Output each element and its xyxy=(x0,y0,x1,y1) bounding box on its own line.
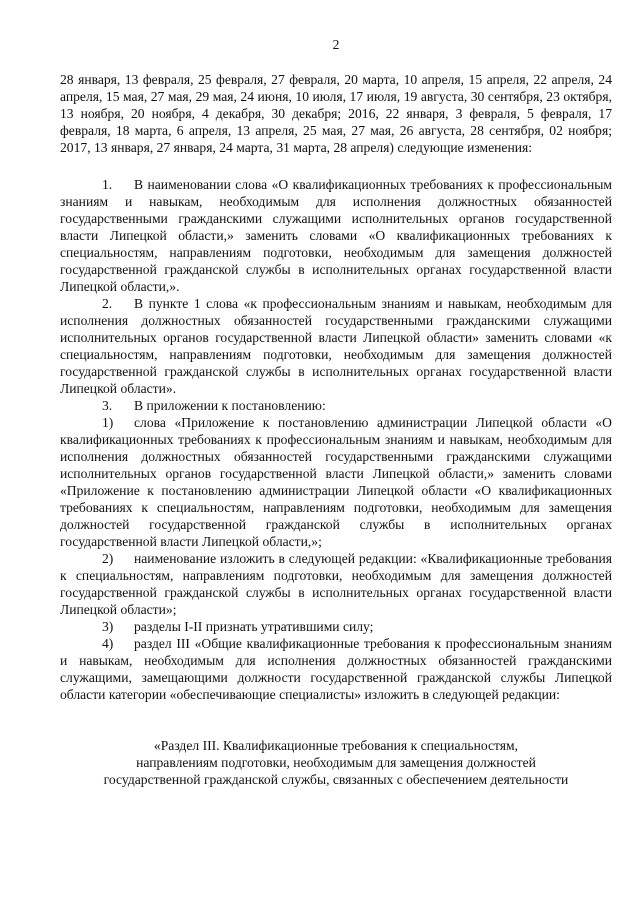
subitem-1 xyxy=(60,414,612,550)
item-number: 3. xyxy=(102,398,113,413)
subitem-4 xyxy=(60,635,612,703)
subitem-text: слова «Приложение к постановлению администрации Липецкой области «О квалификационных требованиях к профессиональным знаниям и навыкам, необходимым для исполнения должностных обязанностей государственными гражданскими служащими исполнительных органов государственной власти Липецкой области,» заменить словами «Приложение к постановлению администрации Липецкой области «О квалификационных требованиях к специальностям, направлениям подготовки, необходимым для замещения должностей государственной гражданской службы в исполнительных органах государственной власти Липецкой области,»; xyxy=(60,415,612,549)
subitem-number: 4) xyxy=(102,636,114,651)
page-number: 2 xyxy=(332,37,340,52)
item-text: В приложении к постановлению: xyxy=(134,398,326,413)
section-heading-line: «Раздел III. Квалификационные требования к специальностям, xyxy=(153,738,519,753)
subitem-text: разделы I-II признать утратившими силу; xyxy=(134,619,374,634)
section-heading xyxy=(60,737,612,788)
subitem-text: наименование изложить в следующей редакции: «Квалификационные требования к специальностям, направлениям подготовки, необходимым для замещения должностей государственной гражданской службы в исполнительных органах государственной власти Липецкой области»; xyxy=(60,551,612,617)
lead-paragraph: 28 января, 13 февраля, 25 февраля, 27 февраля, 20 марта, 10 апреля, 15 апреля, 22 апреля, 24 апреля, 15 мая, 27 мая, 29 мая, 24 июня, 10 июля, 17 июля, 19 августа, 30 сентября, 23 октября, 13 ноября, 20 ноября, 4 декабря, 30 декабря; 2016, 22 января, 3 февраля, 5 февраля, 17 февраля, 18 марта, 6 апреля, 13 апреля, 25 мая, 27 мая, 26 августа, 28 сентября, 02 ноября; 2017, 13 января, 27 января, 24 марта, 31 марта, 28 апреля) следующие изменения: xyxy=(60,72,612,155)
section-heading-line: направлениям подготовки, необходимым для замещения должностей xyxy=(136,755,536,770)
section-heading-line: государственной гражданской службы, связанных с обеспечением деятельности xyxy=(103,772,569,787)
subitem-number: 2) xyxy=(102,551,114,566)
item-number: 2. xyxy=(102,296,113,311)
item-1 xyxy=(60,176,612,295)
item-3 xyxy=(60,397,612,414)
subitem-number: 3) xyxy=(102,619,114,634)
item-text: В пункте 1 слова «к профессиональным знаниям и навыкам, необходимым для исполнения должностных обязанностей государственными гражданскими служащими исполнительных органов государственной власти Липецкой области» заменить словами «к специальностям, направлениям подготовки, необходимым для замещения должностей государственной гражданской службы в исполнительных органах государственной власти Липецкой области». xyxy=(60,296,612,396)
subitem-number: 1) xyxy=(102,415,114,430)
subitem-text: раздел III «Общие квалификационные требования к профессиональным знаниям и навыкам, необходимым для исполнения должностных обязанностей гражданскими служащими, замещающими должности государственной гражданской службы Липецкой области категории «обеспечивающие специалисты» изложить в следующей редакции: xyxy=(60,636,612,702)
subitem-3 xyxy=(60,618,612,635)
item-number: 1. xyxy=(102,177,113,192)
item-text: В наименовании слова «О квалификационных требованиях к профессиональным знаниям и навыкам, необходимым для исполнения должностных обязанностей государственными гражданскими служащими исполнительных органов государственной власти Липецкой области,» заменить словами «О квалификационных требованиях к специальностям, направлениям подготовки, необходимым для замещения должностей государственной гражданской службы в исполнительных органах государственной власти Липецкой области,». xyxy=(60,177,612,294)
item-2 xyxy=(60,295,612,397)
subitem-2 xyxy=(60,550,612,618)
